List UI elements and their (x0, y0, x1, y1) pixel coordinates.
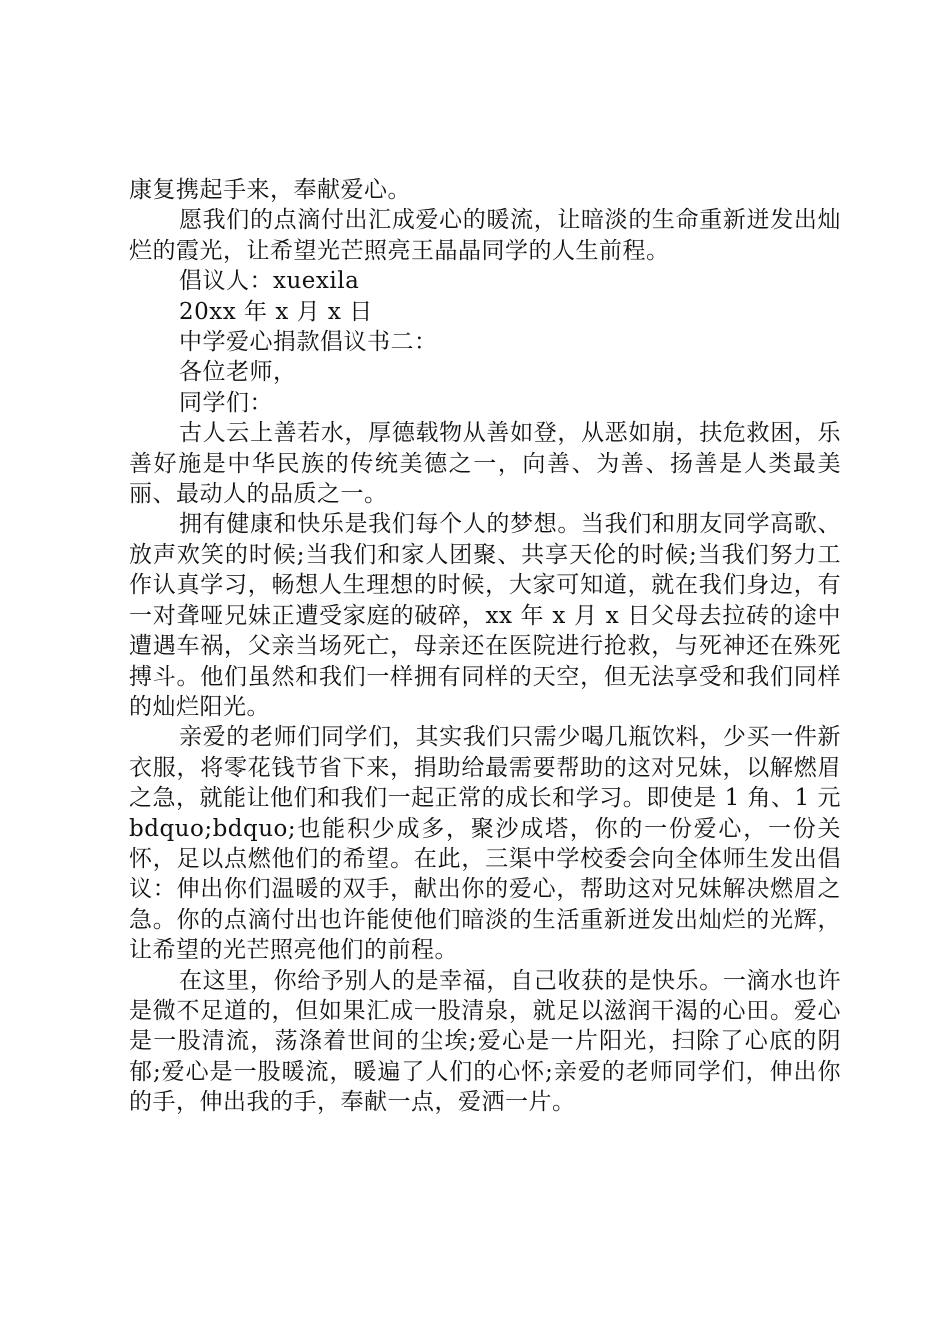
date-line: 20xx 年 x 月 x 日 (179, 298, 373, 325)
paragraph: 亲爱的老师们同学们，其实我们只需少喝几瓶饮料，少买一件新衣服，将零花钱节省下来，捐助给最需要帮助的这对兄妹，以解燃眉之急，就能让他们和我们一起正常的成长和学习。即使是 1 角、1 元 bdquo;bdquo;也能积少成多，聚沙成塔，你的一份爱心，一份关怀，足以点燃他们的希望。在此，三渠中学校委会向全体师生发出倡议：伸出你们温暖的双手，献出你的爱心，帮助这对兄妹解决燃眉之急。你的点滴付出也许能使他们暗淡的生活重新迸发出灿烂的光辉，让希望的光芒照亮他们的前程。 (129, 724, 841, 964)
paragraph: 古人云上善若水，厚德载物从善如登，从恶如崩，扶危救困，乐善好施是中华民族的传统美德之一，向善、为善、扬善是人类最美丽、最动人的品质之一。 (129, 420, 841, 508)
paragraph: 愿我们的点滴付出汇成爱心的暖流，让暗淡的生命重新迸发出灿烂的霞光，让希望光芒照亮王晶晶同学的人生前程。 (129, 207, 841, 264)
salutation-teachers: 各位老师， (179, 359, 297, 386)
signer-line: 倡议人：xuexila (179, 268, 360, 295)
paragraph: 在这里，你给予别人的是幸福，自己收获的是快乐。一滴水也许是微不足道的，但如果汇成一股清泉，就足以滋润干渴的心田。爱心是一股清流，荡涤着世间的尘埃;爱心是一片阳光，扫除了心底的阴郁;爱心是一股暖流，暖遍了人们的心怀;亲爱的老师同学们，伸出你的手，伸出我的手，奉献一点，爱洒一片。 (129, 967, 841, 1116)
paragraph: 拥有健康和快乐是我们每个人的梦想。当我们和朋友同学高歌、放声欢笑的时候;当我们和家人团聚、共享天伦的时候;当我们努力工作认真学习，畅想人生理想的时候，大家可知道，就在我们身边，有一对聋哑兄妹正遭受家庭的破碎，xx 年 x 月 x 日父母去拉砖的途中遭遇车祸，父亲当场死亡，母亲还在医院进行抢救，与死神还在殊死搏斗。他们虽然和我们一样拥有同样的天空，但无法享受和我们同样的灿烂阳光。 (129, 511, 841, 720)
document-body (129, 175, 841, 1118)
section-title: 中学爱心捐款倡议书二： (179, 329, 438, 356)
salutation-students: 同学们： (179, 389, 273, 416)
paragraph: 康复携起手来，奉献爱心。 (129, 177, 411, 203)
